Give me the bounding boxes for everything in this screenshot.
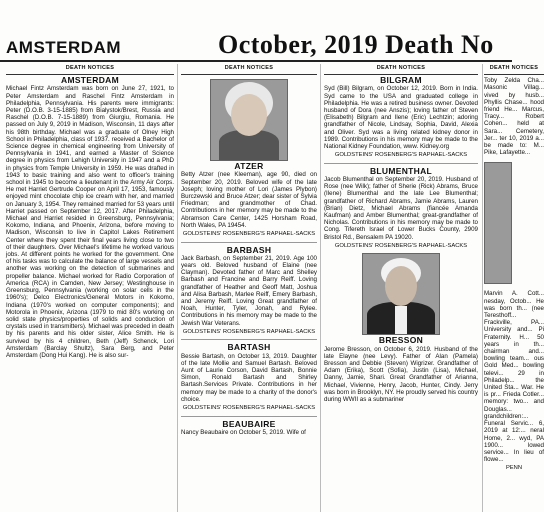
column-divider xyxy=(320,64,321,512)
header-rule xyxy=(0,60,512,62)
notice-text-bresson: Jerome Bresson, on October 6, 2019. Husband of the late Elayne (nee Levy). Father of Alan (Pamela) Bresson and Debbie (Steven) Wigrizer. Grandfather of Adam (Erika), Scott (Sofia), Justin (Lisa), Michael, Danny, Jamie, Shari. Great Grandfather of Arianna, Michael, Vivienne, Henry, Jacob, Hunter, Cindy. Jerry was born in Brooklyn, NY. He proudly served his country during WWII as a submariner xyxy=(324,345,478,404)
notice-name-amsterdam: AMSTERDAM xyxy=(61,75,119,86)
funeral-home-partial: PENN xyxy=(505,465,523,472)
column-header: DEATH NOTICES xyxy=(181,64,317,75)
notice-name-bresson: BRESSON xyxy=(378,335,424,346)
funeral-home-bilgram: GOLDSTEINS' ROSENBERG'S RAPHAEL-SACKS xyxy=(334,152,468,159)
funeral-home-barbash: GOLDSTEINS' ROSENBERG'S RAPHAEL-SACKS xyxy=(182,328,316,335)
photo-face xyxy=(385,266,417,306)
notice-separator xyxy=(181,242,317,243)
notice-text-beaubaire: Nancy Beaubaire on October 5, 2019. Wife of xyxy=(181,428,306,436)
notice-text-amsterdam: Michael Fintz Amsterdam was born on June 27, 1921, to Peter Amsterdam and Raschel Fintz Amsterdam in Philadelphia, Pennsylvania. His parents were immigrants: Peter (D.O.B. 3-15-1885) from Bialystok/Brest, Russia and Raschel (D.O.B. 7-15-1889) from Giurgiu, Romania. He passed on July 9, 2019 in Madison, Wisconsin, 11 days after his 98th birthday. Michael was a graduate of Olney High School in Philadelphia, class of 1937. received a Bachelor of Science degree in chemical engineering from University of Pennsylvania in 1941, and earned a Master of Science degree in physics from Lehigh University in 1947 and a PhD in physics from Temple University in 1959. He was drafted in 1943 to basic training and also went to officer's training school in 1945 to become a lieutenant in the Army Air Corps. He met Harriet Gertrude Cooper on April 17, 1953, famously enjoyed mint chocolate chip ice cream with her, and married on January 3, 1954. They remained married for 53 years until Harriet passed on September 12, 2017. After Philadelphia, Michael and Harriet resided in Greensburg, Pennsylvania; Kokomo, Indiana, and Phoenix, Arizona, before moving to Madison, Wisconsin to live in Capitol Lakes Retirement Center where they spent their final years living close to two of their daughters. Over Michael's lifetime he worked various jobs. At different points he worked for the government. One of his tasks was to calculate the balance of large vessels and another was working on the detection of submarines and propeller balance. Michael worked for Radio Corporation of America (RCA) in Camden, New Jersey; Westinghouse in Greensburg, Pennsylvania (working on solar cells in the 1960's); Delco Electronics/General Motors in Kokomo, Indiana (1970's worked on computer components); and Motorola in Phoenix, Arizona (1979 to mid 80's working on solid state physics/properties of solids and conduction of crystals used in transmitters). Michael was preceded in death by his parents and his older sister, Alice Smith. He is survived by his 4 children, Beth (Jeff) Schenck, Lori Amsterdam (Barclay Shultz), Sara Berg, and Peter Amsterdam (Dong Hui Kang). He is also sur- xyxy=(6,85,174,359)
column-header: DEATH NOTICES xyxy=(484,64,544,75)
photo-face xyxy=(231,94,267,136)
column-divider xyxy=(177,64,178,512)
column-header: DEATH NOTICES xyxy=(6,64,174,75)
notice-separator xyxy=(181,416,317,417)
column-3 xyxy=(324,64,478,512)
notice-text-partial-2: Marvin A. Cott... nesday, Octob... He was born th... (nee Teresthoff... Frackville, PA... University and... Pi Fraternity. H... 50 years in th... chairman and... bowling team... ous Gold Med... bowling televi... 29 in Philadelp... the United Sta... War. He is pr... Frieda Cotler... memory: two... and Douglas... grandchildren:... Funeral Servic... 6, 2019 at 12:... neral Home, 2... wyd, PA 1900... lowed service... In lieu of flowe... xyxy=(484,290,544,464)
notice-text-blumenthal: Jacob Blumenthal on September 20, 2019. Husband of Rose (nee Wilk); father of Sherie (Rick) Abrams, Bruce (Ilene) Blumenthal and the late Lee Blumenthal; grandfather of Richard Abrams, Jamie Abrams, Lauren (Brian) Dietz, Michael Abrams (fiancée Amanda Kaufman) and Amber Blumenthal; great-grandfather of Nicholas. Contributions in his memory may be made to Cong. Tifereth Israel of Lower Bucks County, 2909 Bristol Rd., Bensalem PA 19020. xyxy=(324,176,478,241)
notice-name-beaubaire: BEAUBAIRE xyxy=(222,418,276,429)
notice-separator xyxy=(181,339,317,340)
notice-text-bartash: Bessie Bartash, on October 13, 2019. Daughter of the late Mollie and Samuel Bartash. Beloved Aunt of Laurie Corson, David Bartash, Bonnie Simon, Ronald Bartash and Shirley Bartash.Services Private. Contributions in her memory may be made to a charity of the donor's choice. xyxy=(181,352,317,403)
notice-text-barbash: Jack Barbash, on September 21, 2019. Age 100 years old. Beloved husband of Elaine (nee Clayman). Devoted father of Marc and Shelley Barbash and Francine and Barry Reiff. Loving grandfather of Heather and Geoff Matt, Joshua and Alisa Barbash, Marlee Reiff, Emery Barbash, and Jeremy Reiff. Loving Great grandfather of Noah, Hunter, Tyler, Jonah, and Rylee. Contributions in his memory may be made to the Jewish War Veterans. xyxy=(181,254,317,327)
notice-name-bartash: BARTASH xyxy=(227,342,271,353)
column-4 xyxy=(484,64,544,512)
photo-partial xyxy=(484,162,512,284)
notice-name-bilgram: BILGRAM xyxy=(380,75,422,86)
section-title: AMSTERDAM xyxy=(6,38,121,57)
photo-shirt xyxy=(395,306,407,334)
page-title: October, 2019 Death No xyxy=(218,30,494,59)
funeral-home-bartash: GOLDSTEINS' ROSENBERG'S RAPHAEL-SACKS xyxy=(182,405,316,412)
funeral-home-atzer: GOLDSTEINS' ROSENBERG'S RAPHAEL-SACKS xyxy=(182,231,316,238)
column-header: DEATH NOTICES xyxy=(324,64,478,75)
column-divider xyxy=(482,64,483,512)
photo-atzer xyxy=(210,79,288,161)
photo-bresson xyxy=(362,253,440,335)
notice-name-barbash: BARBASH xyxy=(226,244,272,255)
column-2 xyxy=(181,64,317,512)
notice-name-atzer: ATZER xyxy=(234,161,264,172)
notice-separator xyxy=(324,163,478,164)
notice-text-partial: Toby Zelda Cha... Masonic Villag... vived by husb... Phyllis Chase... hood friend He... Marcus, Tracy... Robert Cohen... held at Sara... Cemetery, Jer... ter 10, 2019 a... be made to: M... Pike, Lafayette... xyxy=(484,77,544,157)
notice-text-atzer: Betty Atzer (nee Kleeman), age 90, died on September 20, 2019. Beloved wife of the late Joseph; loving mother of Lori (James Plybon) Burczewski and Bruce Atzer; dear sister of Sylvia Friedman; and grandmother of Chad. Contributions in her memory may be made to the Abramson Care Center, 1425 Horsham Road, North Wales, PA 19454. xyxy=(181,171,317,229)
funeral-home-blumenthal: GOLDSTEINS' ROSENBERG'S RAPHAEL-SACKS xyxy=(334,242,468,249)
notice-text-bilgram: Syd (Bill) Bilgram, on October 12, 2019. Born in India. Syd came to the USA and graduated college in Philadelphia. He was a retired business owner. Devoted husband of Dora (nee Anszis); loving father of Steven (Elisabeth) Bilgram and Ilene (Eric) Lechtzin; adoring grandfather of Nicole, Lindsay, Sophia, David, Alexia and Oliver. Syd was a living related kidney donor in 1989. Contributions in his memory may be made to the National Kidney Foundation, www. Kidney.org xyxy=(324,85,478,151)
column-1 xyxy=(6,64,174,512)
notice-name-blumenthal: BLUMENTHAL xyxy=(369,165,433,176)
